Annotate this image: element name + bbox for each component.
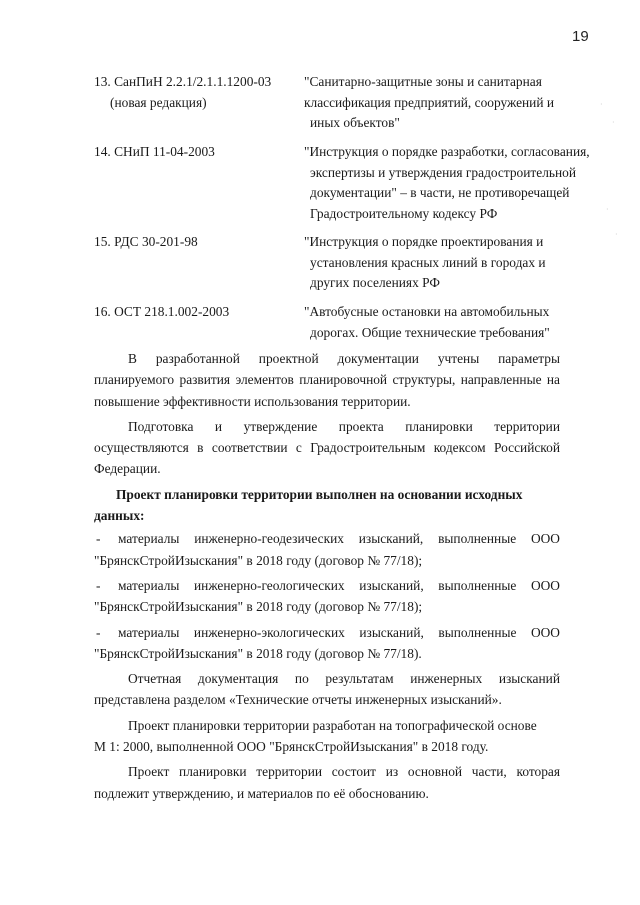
bullet-word: ООО [530, 624, 560, 640]
bullet-item [94, 528, 560, 571]
paragraph: Подготовка и утверждение проекта планировки территории осуществляются в соответствии с Градостроительным кодексом Российской Федерации. [94, 418, 560, 477]
reference-code [94, 232, 294, 253]
page-number: 19 [572, 28, 589, 45]
bullet-word: ООО [530, 531, 560, 547]
reference-code-line: 13. СанПиН 2.2.1/2.1.1.1200-03 [94, 74, 272, 89]
reference-code-line: 16. ОСТ 218.1.002-2003 [94, 304, 230, 319]
bullet-word: инженерно-геодезических [194, 531, 344, 547]
scan-speck: · [615, 230, 618, 239]
bullet-continuation: "БрянскСтройИзыскания" в 2018 году (договор № 77/18). [94, 645, 422, 661]
reference-title-line: установления красных линий в городах и [310, 254, 546, 270]
document-body [94, 348, 560, 808]
paragraph-line: М 1: 2000, выполненной ООО "БрянскСтройИзыскания" в 2018 году. [94, 739, 489, 755]
bullet-word: изысканий, [359, 624, 424, 640]
reference-title [304, 232, 574, 294]
reference-code-note: (новая редакция) [110, 94, 207, 110]
bullet-continuation: "БрянскСтройИзыскания" в 2018 году (договор № 77/18); [94, 552, 423, 568]
bullet-word: изысканий, [359, 577, 424, 593]
bullet-word: выполненные [438, 624, 517, 640]
paragraph: В разработанной проектной документации учтены параметры планируемого развития элементов планировочной структуры, направленные на повышение эффективности использования территории. [94, 351, 560, 409]
bullet-word: материалы [118, 624, 180, 640]
bullet-continuation: "БрянскСтройИзыскания" в 2018 году (договор № 77/18); [94, 599, 423, 615]
reference-title-line: других поселениях РФ [310, 275, 440, 290]
reference-title-line: классификация предприятий, сооружений и [304, 94, 555, 110]
reference-code-line: 14. СНиП 11-04-2003 [94, 144, 215, 159]
scan-speck: · [606, 205, 609, 214]
bullet-word: инженерно-экологических [193, 624, 345, 640]
reference-title-line: дорогах. Общие технические требования" [310, 324, 550, 340]
bullet-word: инженерно-геологических [193, 577, 345, 593]
paragraph: Отчетная документация по результатам инженерных изысканий представлена разделом «Технические отчеты инженерных изысканий». [94, 671, 560, 708]
reference-title-line: экспертизы и утверждения градостроительной [310, 164, 577, 180]
reference-code [94, 72, 294, 113]
reference-title-line: Градостроительному кодексу РФ [310, 205, 498, 221]
reference-title-line: документации" – в части, не противоречащей [310, 185, 570, 200]
reference-title [304, 72, 574, 134]
paragraph: Проект планировки территории состоит из основной части, которая подлежит утверждению, и материалов по её обоснованию. [94, 764, 560, 801]
reference-title-line: "Инструкция о порядке проектирования и [304, 234, 544, 249]
bullet-dash: - [96, 531, 101, 547]
bullet-item [94, 575, 560, 618]
bullet-item [94, 622, 560, 665]
section-heading: Проект планировки территории выполнен на основании исходных данных: [94, 486, 523, 524]
reference-title-line: "Инструкция о порядке разработки, согласования, [304, 144, 590, 159]
reference-title [304, 302, 574, 343]
reference-title-line: "Автобусные остановки на автомобильных [304, 304, 550, 319]
bullet-word: изысканий, [358, 531, 424, 547]
reference-code [94, 302, 294, 323]
reference-title-line: "Санитарно-защитные зоны и санитарная [304, 74, 542, 89]
paragraph-line: Проект планировки территории разработан на топографической основе [128, 717, 537, 733]
bullet-word: ООО [530, 577, 560, 593]
reference-code [94, 142, 294, 163]
bullet-dash: - [96, 624, 101, 640]
reference-title-line: иных объектов" [310, 115, 400, 130]
bullet-word: материалы [118, 577, 180, 593]
reference-code-line: 15. РДС 30-201-98 [94, 234, 198, 249]
reference-title [304, 142, 594, 224]
bullet-word: выполненные [438, 577, 517, 593]
bullet-word: выполненные [438, 531, 517, 547]
scan-speck: · [600, 100, 603, 109]
bullet-word: материалы [118, 531, 180, 547]
bullet-dash: - [96, 577, 101, 593]
scan-speck: · [612, 118, 615, 127]
